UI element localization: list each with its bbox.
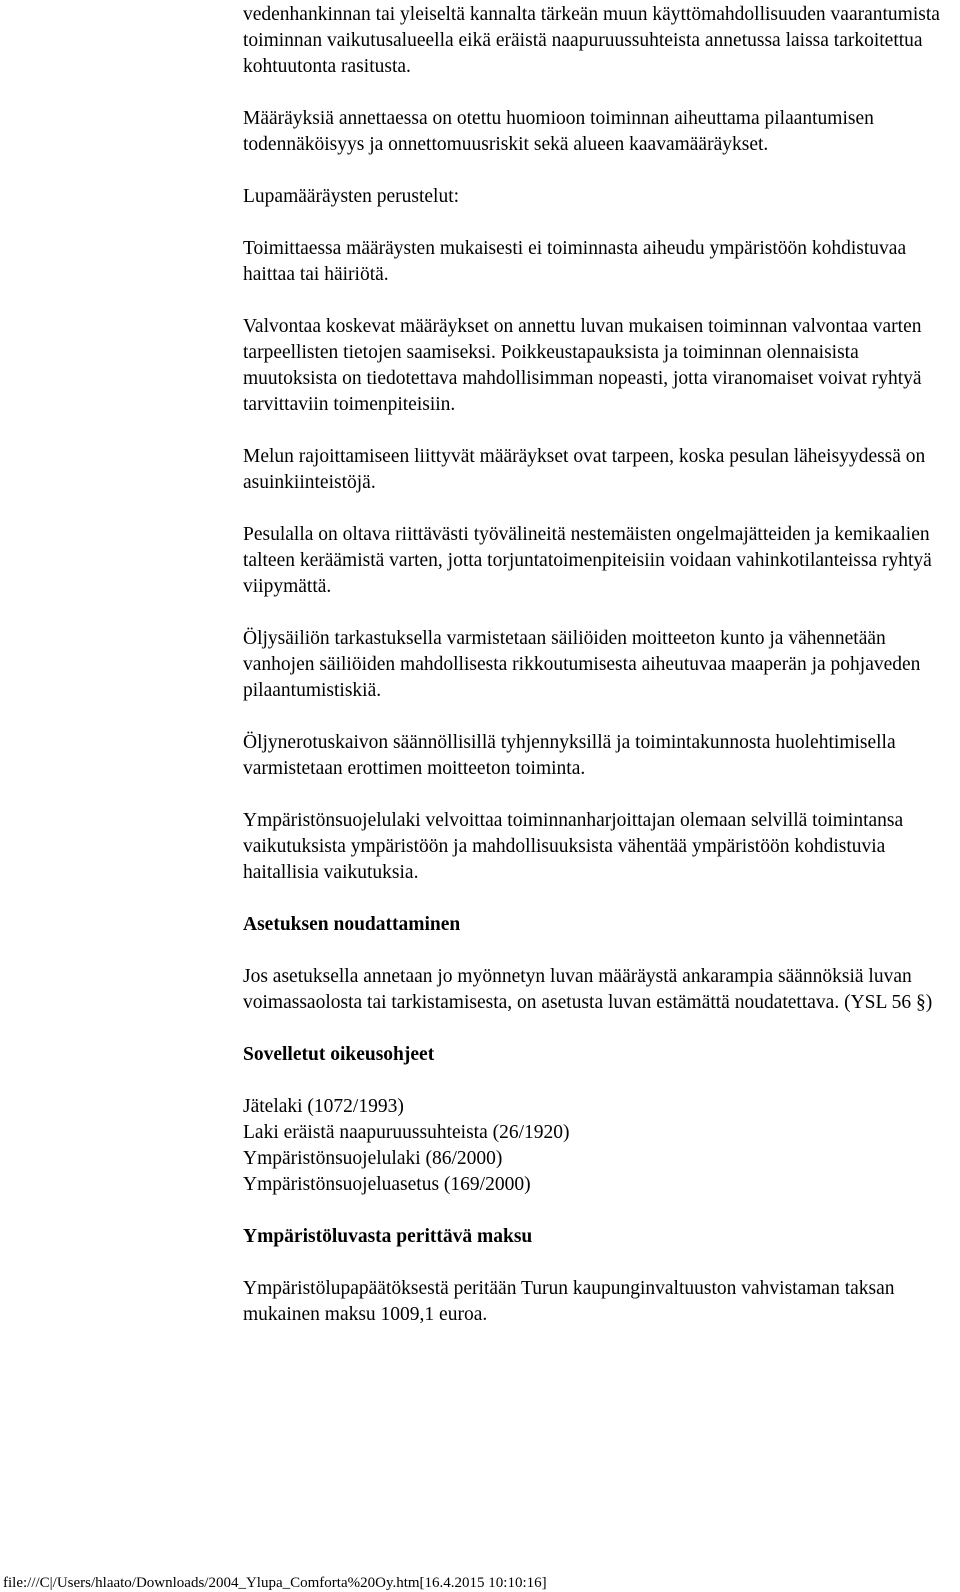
- paragraph-oljysailio: Öljysäiliön tarkastuksella varmistetaan säiliöiden moitteeton kunto ja vähennetään vanhojen säiliöiden mahdollisesta rikkoutumisesta aiheutuvaa maaperän ja pohjaveden pilaantumistiskiä.: [243, 628, 921, 701]
- law-item-naapuruussuhteet: Laki eräistä naapuruussuhteista (26/1920): [243, 1122, 570, 1143]
- paragraph-asetus-text: Jos asetuksella annetaan jo myönnetyn luvan määräystä ankarampia säännöksiä luvan voimassaolosta tai tarkistamisesta, on asetusta luvan estämättä noudatettava. (YSL 56 §): [243, 966, 933, 1013]
- page-footer-file-path: file:///C|/Users/hlaato/Downloads/2004_Ylupa_Comforta%20Oy.htm[16.4.2015 10:10:16]: [3, 1575, 547, 1591]
- paragraph-tyovalineet: Pesulalla on oltava riittävästi työvälineitä nestemäisten ongelmajätteiden ja kemikaalien talteen keräämistä varten, jotta torjuntatoimenpiteisiin voidaan vahinkotilanteissa ryhtyä viipymättä.: [243, 524, 932, 597]
- paragraph-lupamaksu-text: Ympäristölupapäätöksestä peritään Turun kaupunginvaltuuston vahvistaman taksan mukainen maksu 1009,1 euroa.: [243, 1278, 895, 1325]
- law-item-ympl: Ympäristönsuojelulaki (86/2000): [243, 1148, 503, 1169]
- paragraph-oljynerotuskaivo: Öljynerotuskaivon säännöllisillä tyhjennyksillä ja toimintakunnosta huolehtimisella varmistetaan erottimen moitteeton toiminta.: [243, 732, 896, 779]
- heading-asetuksen-noudattaminen: Asetuksen noudattaminen: [243, 914, 461, 935]
- law-list: [243, 1094, 955, 1198]
- paragraph-maaraykset-huomioon: Määräyksiä annettaessa on otettu huomioon toiminnan aiheuttama pilaantumisen todennäköisyys ja onnettomuusriskit sekä alueen kaavamääräykset.: [243, 108, 874, 155]
- law-item-jatelaki: Jätelaki (1072/1993): [243, 1096, 404, 1117]
- paragraph-valvonta: Valvontaa koskevat määräykset on annettu luvan mukaisen toiminnan valvontaa varten tarpeellisten tietojen saamiseksi. Poikkeustapauksista ja toiminnan olennaisista muutoksista on tiedotettava mahdollisimman nopeasti, jotta viranomaiset voivat ryhtyä tarvittaviin toimenpiteisiin.: [243, 316, 922, 415]
- paragraph-ei-haittaa: Toimittaessa määräysten mukaisesti ei toiminnasta aiheudu ympäristöön kohdistuvaa haittaa tai häiriötä.: [243, 238, 907, 285]
- heading-lupamaksu: Ympäristöluvasta perittävä maksu: [243, 1226, 533, 1247]
- law-item-ympa: Ympäristönsuojeluasetus (169/2000): [243, 1174, 531, 1195]
- paragraph-ympl-velvoite: Ympäristönsuojelulaki velvoittaa toiminnanharjoittajan olemaan selvillä toimintansa vaikutuksista ympäristöön ja mahdollisuuksista vähentää ympäristöön kohdistuvia haitallisia vaikutuksia.: [243, 810, 904, 883]
- document-body: [243, 0, 955, 1328]
- paragraph-vaarantuminen: vedenhankinnan tai yleiseltä kannalta tärkeän muun käyttömahdollisuuden vaarantumista toiminnan vaikutusalueella eikä eräistä naapuruussuhteista annetussa laissa tarkoitettua kohtuutonta rasitusta.: [243, 4, 940, 77]
- heading-sovelletut-oikeusohjeet: Sovelletut oikeusohjeet: [243, 1044, 435, 1065]
- paragraph-perustelut-label: Lupamääräysten perustelut:: [243, 186, 460, 207]
- paragraph-melu: Melun rajoittamiseen liittyvät määräykset ovat tarpeen, koska pesulan läheisyydessä on asuinkiinteistöjä.: [243, 446, 926, 493]
